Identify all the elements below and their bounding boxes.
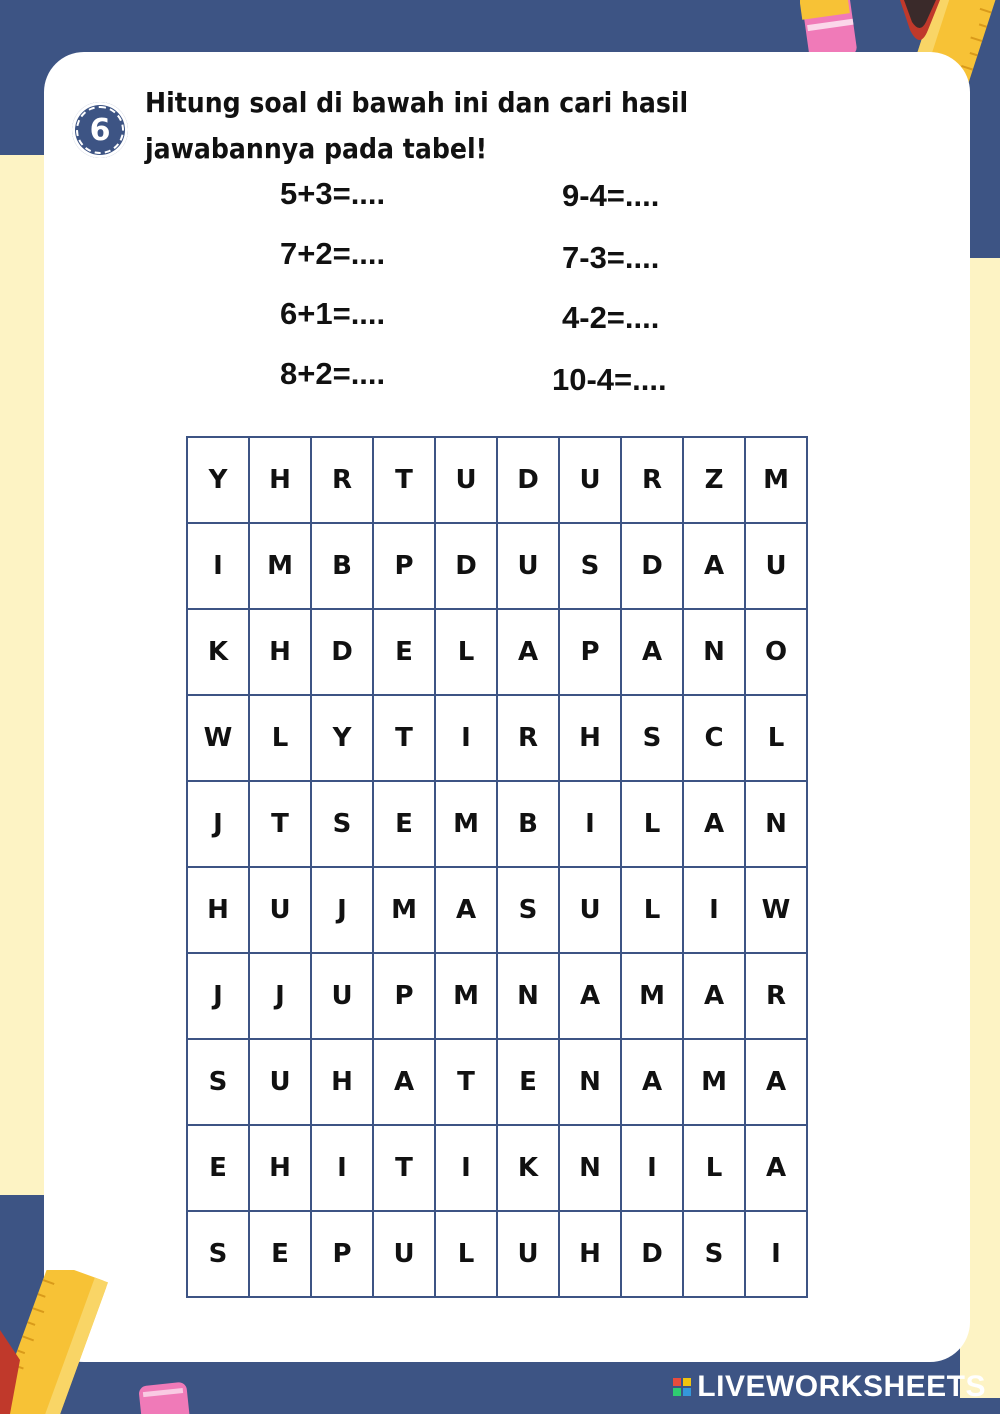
grid-cell[interactable]: T	[373, 695, 435, 781]
grid-cell[interactable]: M	[745, 437, 807, 523]
grid-cell[interactable]: S	[621, 695, 683, 781]
grid-cell[interactable]: I	[745, 1211, 807, 1297]
grid-cell[interactable]: L	[249, 695, 311, 781]
word-search-grid	[186, 436, 808, 1298]
grid-cell[interactable]: N	[683, 609, 745, 695]
grid-cell[interactable]: J	[311, 867, 373, 953]
grid-cell[interactable]: P	[311, 1211, 373, 1297]
grid-cell[interactable]: A	[683, 523, 745, 609]
grid-cell[interactable]: R	[745, 953, 807, 1039]
liveworksheets-brand: LIVEWORKSHEETS	[697, 1370, 986, 1403]
grid-cell[interactable]: H	[249, 437, 311, 523]
grid-cell[interactable]: T	[373, 437, 435, 523]
grid-cell[interactable]: U	[311, 953, 373, 1039]
grid-cell[interactable]: U	[435, 437, 497, 523]
grid-cell[interactable]: H	[559, 695, 621, 781]
grid-cell[interactable]: H	[559, 1211, 621, 1297]
grid-cell[interactable]: A	[435, 867, 497, 953]
grid-cell[interactable]: A	[621, 1039, 683, 1125]
grid-cell[interactable]: M	[435, 953, 497, 1039]
grid-cell[interactable]: N	[745, 781, 807, 867]
grid-cell[interactable]: S	[187, 1211, 249, 1297]
grid-cell[interactable]: H	[249, 609, 311, 695]
grid-row	[187, 781, 807, 867]
problem-3: 6+1=....	[280, 296, 386, 331]
liveworksheets-logo	[673, 1370, 986, 1404]
grid-cell[interactable]: I	[559, 781, 621, 867]
grid-cell[interactable]: I	[187, 523, 249, 609]
grid-cell[interactable]: I	[683, 867, 745, 953]
grid-cell[interactable]: I	[435, 695, 497, 781]
question-number: 6	[76, 106, 124, 154]
grid-cell[interactable]: T	[373, 1125, 435, 1211]
grid-cell[interactable]: D	[435, 523, 497, 609]
ruler-icon-bottom	[0, 1270, 120, 1414]
grid-cell[interactable]: S	[683, 1211, 745, 1297]
problem-7: 4-2=....	[562, 300, 660, 335]
grid-cell[interactable]: A	[373, 1039, 435, 1125]
grid-cell[interactable]: S	[187, 1039, 249, 1125]
grid-cell[interactable]: H	[187, 867, 249, 953]
grid-cell[interactable]: H	[249, 1125, 311, 1211]
grid-cell[interactable]: T	[435, 1039, 497, 1125]
grid-cell[interactable]: E	[497, 1039, 559, 1125]
grid-cell[interactable]: K	[497, 1125, 559, 1211]
question-number-badge	[72, 102, 128, 158]
grid-cell[interactable]: C	[683, 695, 745, 781]
grid-cell[interactable]: S	[497, 867, 559, 953]
grid-row	[187, 867, 807, 953]
grid-cell[interactable]: E	[249, 1211, 311, 1297]
grid-cell[interactable]: J	[249, 953, 311, 1039]
grid-cell[interactable]: L	[435, 609, 497, 695]
grid-cell[interactable]: A	[745, 1039, 807, 1125]
instruction-text	[145, 80, 705, 172]
grid-cell[interactable]: N	[497, 953, 559, 1039]
grid-row	[187, 1211, 807, 1297]
grid-cell[interactable]: U	[249, 1039, 311, 1125]
grid-cell[interactable]: J	[187, 953, 249, 1039]
grid-cell[interactable]: B	[497, 781, 559, 867]
grid-cell[interactable]: P	[559, 609, 621, 695]
problem-5: 9-4=....	[562, 178, 660, 213]
grid-row	[187, 437, 807, 523]
grid-cell[interactable]: Y	[187, 437, 249, 523]
grid-cell[interactable]: W	[187, 695, 249, 781]
problem-1: 5+3=....	[280, 176, 386, 211]
grid-cell[interactable]: Y	[311, 695, 373, 781]
grid-cell[interactable]: M	[249, 523, 311, 609]
grid-cell[interactable]: R	[497, 695, 559, 781]
grid-cell[interactable]: P	[373, 953, 435, 1039]
grid-cell[interactable]: K	[187, 609, 249, 695]
grid-cell[interactable]: A	[497, 609, 559, 695]
grid-cell[interactable]: E	[187, 1125, 249, 1211]
grid-cell[interactable]: M	[683, 1039, 745, 1125]
grid-cell[interactable]: S	[311, 781, 373, 867]
instruction-line-1: Hitung soal di bawah ini dan cari hasil	[145, 86, 689, 119]
grid-cell[interactable]: A	[683, 781, 745, 867]
grid-cell[interactable]: E	[373, 609, 435, 695]
grid-cell[interactable]: L	[621, 781, 683, 867]
grid-cell[interactable]: D	[621, 523, 683, 609]
grid-cell[interactable]: D	[621, 1211, 683, 1297]
grid-cell[interactable]: S	[559, 523, 621, 609]
grid-cell[interactable]: D	[311, 609, 373, 695]
grid-cell[interactable]: U	[559, 437, 621, 523]
grid-cell[interactable]: M	[435, 781, 497, 867]
grid-row	[187, 1039, 807, 1125]
eraser-icon-bottom	[138, 1382, 190, 1414]
grid-cell[interactable]: U	[373, 1211, 435, 1297]
grid-row	[187, 953, 807, 1039]
problem-6: 7-3=....	[562, 240, 660, 275]
grid-cell[interactable]: R	[621, 437, 683, 523]
grid-cell[interactable]: I	[435, 1125, 497, 1211]
grid-cell[interactable]: L	[621, 867, 683, 953]
grid-row	[187, 609, 807, 695]
grid-cell[interactable]: M	[373, 867, 435, 953]
instruction-line-2: jawabannya pada tabel!	[145, 132, 488, 165]
grid-cell[interactable]: O	[745, 609, 807, 695]
grid-cell[interactable]: I	[621, 1125, 683, 1211]
grid-cell[interactable]: P	[373, 523, 435, 609]
grid-cell[interactable]: A	[745, 1125, 807, 1211]
grid-cell[interactable]: A	[559, 953, 621, 1039]
grid-cell[interactable]: Z	[683, 437, 745, 523]
grid-cell[interactable]: H	[311, 1039, 373, 1125]
grid-cell[interactable]: I	[311, 1125, 373, 1211]
grid-cell[interactable]: L	[435, 1211, 497, 1297]
grid-cell[interactable]: U	[497, 1211, 559, 1297]
liveworksheets-mark-icon	[673, 1378, 691, 1396]
grid-cell[interactable]: T	[249, 781, 311, 867]
grid-cell[interactable]: J	[187, 781, 249, 867]
grid-cell[interactable]: U	[745, 523, 807, 609]
grid-cell[interactable]: A	[683, 953, 745, 1039]
grid-cell[interactable]: L	[683, 1125, 745, 1211]
grid-cell[interactable]: B	[311, 523, 373, 609]
grid-row	[187, 695, 807, 781]
grid-cell[interactable]: W	[745, 867, 807, 953]
grid-cell[interactable]: R	[311, 437, 373, 523]
grid-cell[interactable]: L	[745, 695, 807, 781]
grid-row	[187, 523, 807, 609]
grid-cell[interactable]: N	[559, 1039, 621, 1125]
grid-cell[interactable]: E	[373, 781, 435, 867]
grid-cell[interactable]: A	[621, 609, 683, 695]
grid-cell[interactable]: D	[497, 437, 559, 523]
problem-8: 10-4=....	[552, 362, 667, 397]
grid-cell[interactable]: U	[559, 867, 621, 953]
problem-4: 8+2=....	[280, 356, 386, 391]
problem-2: 7+2=....	[280, 236, 386, 271]
grid-cell[interactable]: N	[559, 1125, 621, 1211]
grid-row	[187, 1125, 807, 1211]
grid-cell[interactable]: U	[497, 523, 559, 609]
grid-cell[interactable]: U	[249, 867, 311, 953]
grid-cell[interactable]: M	[621, 953, 683, 1039]
